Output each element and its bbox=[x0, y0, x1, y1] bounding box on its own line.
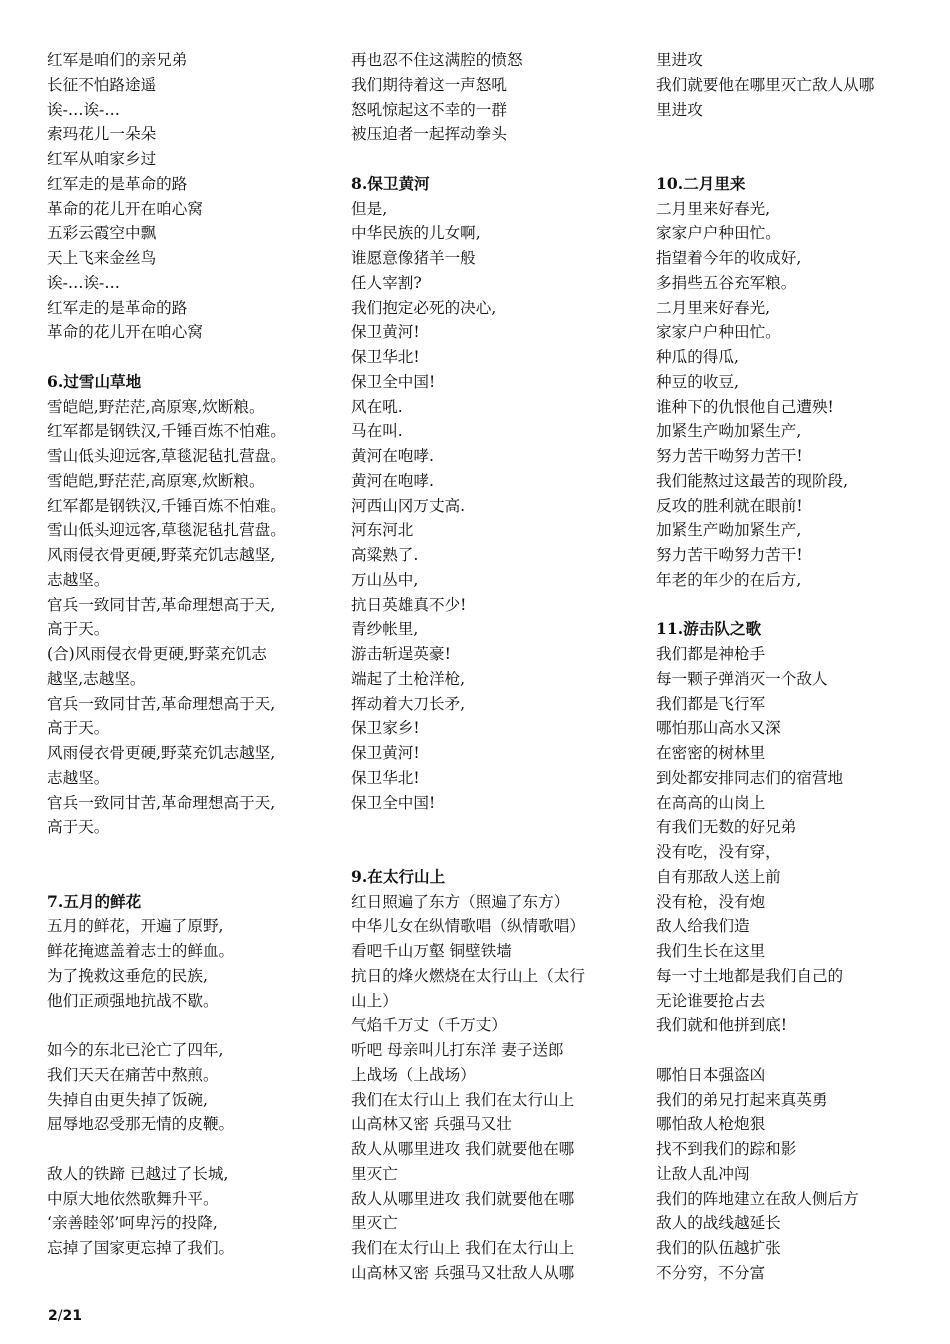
lyric-line: 官兵一致同甘苦,革命理想高于天, bbox=[47, 694, 276, 713]
lyric-line: 敌人的铁蹄 已越过了长城, bbox=[47, 1164, 229, 1183]
lyric-line: 山高林又密 兵强马又壮 bbox=[351, 1115, 512, 1134]
lyric-line: 红军都是钢铁汉,千锤百炼不怕难。 bbox=[47, 422, 286, 441]
lyric-line: 索玛花儿一朵朵 bbox=[47, 125, 157, 144]
lyric-line: 为了挽救这垂危的民族, bbox=[47, 966, 208, 985]
lyric-line: 年老的年少的在后方, bbox=[656, 570, 802, 589]
lyric-line: 雪皑皑,野茫茫,高原寒,炊断粮。 bbox=[47, 397, 265, 416]
lyric-line: 挥动着大刀长矛, bbox=[351, 694, 466, 713]
lyric-line: 黄河在咆哮. bbox=[351, 471, 434, 490]
lyric-line: ‘亲善睦邻’呵卑污的投降, bbox=[47, 1214, 218, 1233]
lyric-line: 哪怕日本强盗凶 bbox=[656, 1065, 766, 1084]
lyric-line: 保卫华北! bbox=[351, 348, 420, 366]
lyric-line: 端起了土枪洋枪, bbox=[351, 669, 466, 688]
lyric-line: 天上飞来金丝鸟 bbox=[47, 249, 157, 267]
lyric-line: 我们都是飞行军 bbox=[656, 694, 766, 713]
lyric-line: 我们天天在痛苦中熬煎。 bbox=[47, 1065, 219, 1084]
lyric-line: 气焰千万丈（千万丈） bbox=[351, 1016, 507, 1035]
lyric-line: 雪皑皑,野茫茫,高原寒,炊断粮。 bbox=[47, 471, 265, 490]
lyric-line: 高于天。 bbox=[47, 719, 110, 738]
lyric-line: 越坚,志越坚。 bbox=[47, 669, 146, 688]
lyric-line: 多捐些五谷充军粮。 bbox=[656, 273, 797, 292]
lyric-line: 我们期待着这一声怒吼 bbox=[351, 75, 507, 94]
lyric-line: 抗日英雄真不少! bbox=[351, 595, 467, 614]
blank-line bbox=[47, 1137, 332, 1162]
lyric-line: 种豆的收豆, bbox=[656, 372, 739, 391]
lyric-line: 没有枪，没有炮 bbox=[656, 892, 766, 911]
current-page: 2 bbox=[48, 1308, 58, 1324]
lyric-line: 山高林又密 兵强马又壮敌人从哪 bbox=[351, 1263, 575, 1282]
lyric-line: 红军走的是革命的路 bbox=[47, 174, 188, 193]
lyric-line: 我们能熬过这最苦的现阶段, bbox=[656, 471, 849, 490]
lyric-line: 二月里来好春光, bbox=[656, 298, 771, 317]
lyric-line: 保卫全中国! bbox=[351, 793, 436, 812]
lyric-line: 中华儿女在纵情歌唱（纵情歌唱） bbox=[351, 917, 585, 936]
lyric-line: 里进攻 bbox=[656, 100, 703, 119]
lyric-line: 有我们无数的好兄弟 bbox=[656, 818, 797, 837]
page-number bbox=[48, 1308, 82, 1324]
lyric-line: 失掉自由更失掉了饭碗, bbox=[47, 1090, 208, 1109]
lyric-line: 保卫华北! bbox=[351, 768, 420, 787]
lyric-line: 红日照遍了东方（照遍了东方） bbox=[351, 892, 570, 911]
lyric-line: 敌人的战线越延长 bbox=[656, 1214, 781, 1233]
lyric-line: 我们就要他在哪里灭亡敌人从哪 bbox=[656, 75, 875, 94]
lyric-line: 风雨侵衣骨更硬,野菜充饥志越坚, bbox=[47, 744, 276, 762]
lyric-line: 马在叫. bbox=[351, 422, 403, 441]
lyric-line: 志越坚。 bbox=[47, 768, 110, 787]
lyric-line: 忘掉了国家更忘掉了我们。 bbox=[47, 1239, 235, 1257]
blank-line bbox=[351, 147, 631, 172]
lyric-line: 官兵一致同甘苦,革命理想高于天, bbox=[47, 793, 276, 812]
column-1 bbox=[47, 48, 332, 1261]
column-3 bbox=[656, 48, 918, 1286]
song-title: 9.在太行山上 bbox=[351, 866, 446, 886]
total-pages: 21 bbox=[62, 1308, 82, 1324]
lyric-line: 没有吃，没有穿， bbox=[656, 843, 781, 861]
song-title: 7.五月的鲜花 bbox=[47, 891, 142, 911]
lyric-line: 河西山冈万丈高. bbox=[351, 496, 466, 515]
lyric-line: 加紧生产呦加紧生产, bbox=[656, 521, 802, 540]
lyric-line: 长征不怕路途遥 bbox=[47, 75, 157, 94]
lyric-line: 家家户户种田忙。 bbox=[656, 323, 781, 342]
lyric-line: 种瓜的得瓜, bbox=[656, 348, 739, 366]
lyric-line: 黄河在咆哮. bbox=[351, 447, 434, 465]
lyric-line: 雪山低头迎远客,草毯泥毡扎营盘。 bbox=[47, 447, 286, 465]
lyric-line: 哪怕敌人枪炮狠 bbox=[656, 1115, 766, 1134]
lyric-line: 找不到我们的踪和影 bbox=[656, 1140, 797, 1158]
lyric-line: 屈辱地忍受那无情的皮鞭。 bbox=[47, 1115, 235, 1134]
lyric-line: 高粱熟了. bbox=[351, 546, 419, 564]
lyric-line: 万山丛中, bbox=[351, 570, 419, 589]
lyric-line: 指望着今年的收成好, bbox=[656, 249, 802, 267]
lyric-line: 红军从咱家乡过 bbox=[47, 150, 157, 168]
lyric-line: 风雨侵衣骨更硬,野菜充饥志越坚, bbox=[47, 546, 276, 564]
lyric-line: 五月的鲜花，开遍了原野, bbox=[47, 917, 224, 936]
lyric-line: 河东河北 bbox=[351, 521, 414, 540]
lyric-line: 保卫黄河! bbox=[351, 744, 420, 762]
lyric-line: 自有那敌人送上前 bbox=[656, 867, 781, 886]
lyric-line: 我们生长在这里 bbox=[656, 942, 766, 960]
lyric-line: 在高高的山岗上 bbox=[656, 793, 766, 812]
blank-line bbox=[47, 865, 332, 890]
lyric-line: 诶-…诶-… bbox=[47, 273, 120, 292]
lyric-line: 敌人从哪里进攻 我们就要他在哪 bbox=[351, 1140, 575, 1158]
lyric-line: 游击斩逞英豪! bbox=[351, 645, 451, 663]
blank-line bbox=[47, 345, 332, 370]
lyric-line: 每一颗子弹消灭一个敌人 bbox=[656, 669, 828, 688]
blank-line bbox=[656, 593, 918, 618]
lyric-line: 里灭亡 bbox=[351, 1214, 398, 1233]
lyric-line: 但是, bbox=[351, 199, 388, 218]
lyric-line: 无论谁要抢占去 bbox=[656, 991, 766, 1010]
lyric-line: 革命的花儿开在咱心窝 bbox=[47, 199, 203, 218]
lyric-line: 我们抱定必死的决心, bbox=[351, 298, 497, 317]
lyric-line: 怒吼惊起这不幸的一群 bbox=[351, 100, 507, 119]
lyric-line: 让敌人乱冲闯 bbox=[656, 1164, 750, 1183]
lyric-line: 再也忍不住这满腔的愤怒 bbox=[351, 51, 523, 69]
column-2 bbox=[351, 48, 631, 1286]
lyric-line: 我们就和他拼到底! bbox=[656, 1016, 788, 1035]
song-title: 10.二月里来 bbox=[656, 173, 746, 193]
lyric-line: 谁种下的仇恨他自己遭殃! bbox=[656, 397, 834, 416]
lyric-line: 到处都安排同志们的宿营地 bbox=[656, 768, 844, 787]
lyric-line: 反攻的胜利就在眼前! bbox=[656, 496, 803, 515]
lyric-line: 中华民族的儿女啊, bbox=[351, 224, 481, 243]
song-title: 8.保卫黄河 bbox=[351, 173, 430, 193]
lyric-line: 鲜花掩遮盖着志士的鲜血。 bbox=[47, 942, 235, 960]
lyric-line: 诶-…诶-… bbox=[47, 100, 120, 119]
lyric-line: 高于天。 bbox=[47, 818, 110, 837]
song-title: 11.游击队之歌 bbox=[656, 619, 762, 639]
lyric-line: 里灭亡 bbox=[351, 1164, 398, 1183]
lyric-line: 雪山低头迎远客,草毯泥毡扎营盘。 bbox=[47, 521, 286, 540]
lyric-line: 被压迫者一起挥动拳头 bbox=[351, 125, 507, 144]
lyric-line: 我们的弟兄打起来真英勇 bbox=[656, 1090, 828, 1109]
lyric-line: 如今的东北已沦亡了四年, bbox=[47, 1041, 224, 1059]
lyric-line: 我们在太行山上 我们在太行山上 bbox=[351, 1239, 575, 1257]
lyric-line: 红军是咱们的亲兄弟 bbox=[47, 51, 188, 69]
lyric-line: 上战场（上战场） bbox=[351, 1065, 476, 1084]
lyric-line: 红军都是钢铁汉,千锤百炼不怕难。 bbox=[47, 496, 286, 515]
lyric-line: 我们的阵地建立在敌人侧后方 bbox=[656, 1189, 859, 1208]
blank-line bbox=[656, 122, 918, 147]
lyric-line: 听吧 母亲叫儿打东洋 妻子送郎 bbox=[351, 1041, 564, 1059]
blank-line bbox=[351, 840, 631, 865]
lyric-line: 青纱帐里, bbox=[351, 620, 419, 639]
lyric-line: 五彩云霞空中飘 bbox=[47, 224, 157, 243]
lyric-line: 哪怕那山高水又深 bbox=[656, 719, 781, 738]
lyric-line: 保卫黄河! bbox=[351, 323, 420, 342]
lyric-line: 看吧千山万壑 铜壁铁墙 bbox=[351, 942, 512, 960]
lyric-line: 革命的花儿开在咱心窝 bbox=[47, 323, 203, 342]
lyric-line: 家家户户种田忙。 bbox=[656, 224, 781, 243]
lyric-line: 里进攻 bbox=[656, 51, 703, 69]
lyric-line: 任人宰割? bbox=[351, 273, 422, 292]
lyric-line: 保卫全中国! bbox=[351, 372, 436, 391]
lyric-line: 敌人从哪里进攻 我们就要他在哪 bbox=[351, 1189, 575, 1208]
lyric-line: 努力苦干呦努力苦干! bbox=[656, 546, 803, 564]
lyric-line: 每一寸土地都是我们自己的 bbox=[656, 966, 844, 985]
blank-line bbox=[47, 1013, 332, 1038]
lyric-line: 红军走的是革命的路 bbox=[47, 298, 188, 317]
lyric-line: 抗日的烽火燃烧在太行山上（太行 bbox=[351, 966, 585, 985]
lyric-line: 敌人给我们造 bbox=[656, 917, 750, 936]
blank-line bbox=[656, 1038, 918, 1063]
lyric-line: 志越坚。 bbox=[47, 570, 110, 589]
lyric-line: 不分穷，不分富 bbox=[656, 1263, 766, 1282]
lyric-line: 官兵一致同甘苦,革命理想高于天, bbox=[47, 595, 276, 614]
lyric-line: 在密密的树林里 bbox=[656, 744, 766, 762]
lyric-line: 我们都是神枪手 bbox=[656, 645, 766, 663]
lyric-line: 风在吼. bbox=[351, 397, 403, 416]
lyric-line: (合)风雨侵衣骨更硬,野菜充饥志 bbox=[47, 645, 267, 663]
lyric-line: 谁愿意像猪羊一般 bbox=[351, 249, 476, 267]
lyric-line: 中原大地依然歌舞升平。 bbox=[47, 1189, 219, 1208]
lyric-line: 山上） bbox=[351, 991, 398, 1010]
lyric-line: 努力苦干呦努力苦干! bbox=[656, 447, 803, 465]
lyric-line: 他们正顽强地抗战不歇。 bbox=[47, 991, 219, 1010]
blank-line bbox=[656, 147, 918, 172]
page-separator: / bbox=[57, 1308, 63, 1324]
lyric-line: 加紧生产呦加紧生产, bbox=[656, 422, 802, 441]
lyric-line: 我们的队伍越扩张 bbox=[656, 1239, 781, 1257]
lyric-line: 我们在太行山上 我们在太行山上 bbox=[351, 1090, 575, 1109]
lyric-line: 保卫家乡! bbox=[351, 719, 420, 738]
lyric-line: 二月里来好春光, bbox=[656, 199, 771, 218]
lyric-line: 高于天。 bbox=[47, 620, 110, 639]
song-title: 6.过雪山草地 bbox=[47, 371, 142, 391]
blank-line bbox=[47, 840, 332, 865]
blank-line bbox=[351, 815, 631, 840]
